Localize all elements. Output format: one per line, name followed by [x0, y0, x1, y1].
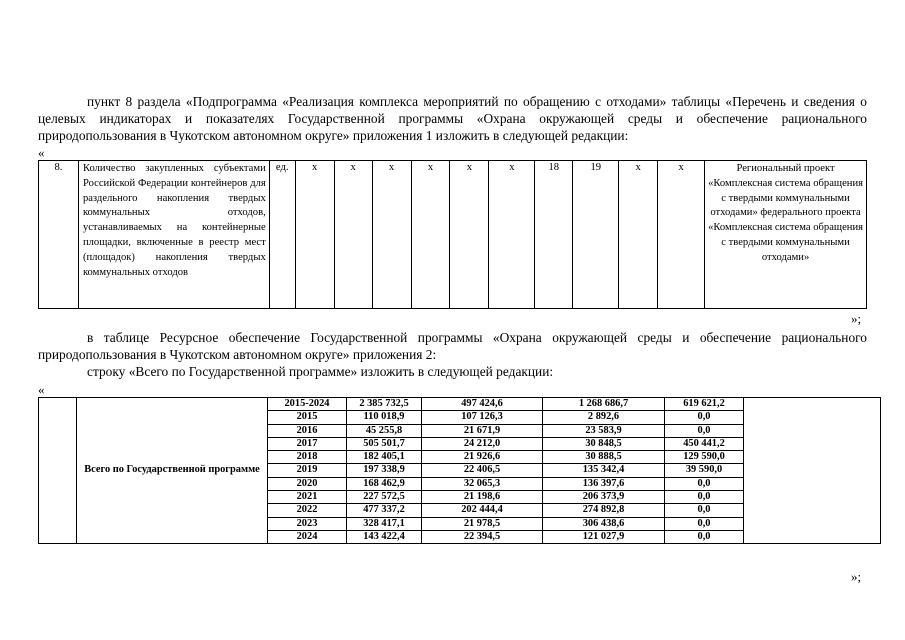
other-cell: 0,0 [665, 517, 744, 530]
other-cell: 450 441,2 [665, 437, 744, 450]
total-cell: 328 417,1 [347, 517, 422, 530]
intro-paragraph: пункт 8 раздела «Подпрограмма «Реализация комплекса мероприятий по обращению с отходами» таблицы «Перечень и сведения о целевых индикаторах и показателях Государственной программы «Охрана окружающей среды и обеспечение рационального природопользования в Чукотском автономном округе» приложения 1 изложить в следующей редакции: [38, 94, 867, 143]
period-cell: 2017 [268, 437, 347, 450]
value-cell: х [334, 161, 372, 309]
federal-cell: 24 212,0 [422, 437, 543, 450]
unit-cell: ед. [269, 161, 295, 309]
resource-paragraph: в таблице Ресурсное обеспечение Государственной программы «Охрана окружающей среды и обеспечение рационального природопользования в Чукотском автономном округе» приложения 2: [38, 330, 867, 362]
total-cell: 182 405,1 [347, 451, 422, 464]
value-cell: 19 [573, 161, 619, 309]
federal-cell: 22 406,5 [422, 464, 543, 477]
other-cell: 0,0 [665, 411, 744, 424]
period-cell: 2019 [268, 464, 347, 477]
open-quote-2: « [38, 382, 45, 397]
regional-cell: 135 342,4 [543, 464, 665, 477]
value-cell: х [411, 161, 450, 309]
regional-cell: 1 268 686,7 [543, 398, 665, 411]
table-row [39, 398, 881, 411]
period-cell: 2015 [268, 411, 347, 424]
other-cell: 619 621,2 [665, 398, 744, 411]
regional-cell: 306 438,6 [543, 517, 665, 530]
period-cell: 2023 [268, 517, 347, 530]
other-cell: 39 590,0 [665, 464, 744, 477]
period-cell: 2022 [268, 504, 347, 517]
value-cell: х [619, 161, 658, 309]
regional-cell: 274 892,8 [543, 504, 665, 517]
total-cell: 505 501,7 [347, 437, 422, 450]
period-cell: 2024 [268, 530, 347, 543]
other-cell: 0,0 [665, 530, 744, 543]
value-cell: х [372, 161, 411, 309]
total-cell: 197 338,9 [347, 464, 422, 477]
regional-cell: 206 373,9 [543, 491, 665, 504]
federal-cell: 202 444,4 [422, 504, 543, 517]
program-total-label: Всего по Государственной программе [77, 398, 268, 544]
value-cell: х [295, 161, 334, 309]
other-cell: 0,0 [665, 477, 744, 490]
federal-cell: 21 198,6 [422, 491, 543, 504]
blank-cell [39, 398, 77, 544]
row-instruction-paragraph: строку «Всего по Государственной программе» изложить в следующей редакции: [87, 364, 554, 379]
federal-cell: 32 065,3 [422, 477, 543, 490]
period-cell: 2018 [268, 451, 347, 464]
federal-cell: 497 424,6 [422, 398, 543, 411]
total-cell: 227 572,5 [347, 491, 422, 504]
table-row [39, 161, 867, 309]
other-cell: 0,0 [665, 504, 744, 517]
regional-cell: 2 892,6 [543, 411, 665, 424]
resource-table [38, 397, 881, 544]
total-cell: 168 462,9 [347, 477, 422, 490]
close-quote-2: »; [851, 569, 862, 584]
period-cell: 2020 [268, 477, 347, 490]
period-cell: 2016 [268, 424, 347, 437]
value-cell: х [489, 161, 535, 309]
total-cell: 477 337,2 [347, 504, 422, 517]
total-cell: 2 385 732,5 [347, 398, 422, 411]
other-cell: 0,0 [665, 491, 744, 504]
regional-cell: 136 397,6 [543, 477, 665, 490]
federal-cell: 22 394,5 [422, 530, 543, 543]
blank-cell [744, 398, 881, 544]
value-cell: х [450, 161, 489, 309]
other-cell: 129 590,0 [665, 451, 744, 464]
federal-cell: 21 671,9 [422, 424, 543, 437]
federal-cell: 21 978,5 [422, 517, 543, 530]
value-cell: 18 [535, 161, 573, 309]
period-cell: 2021 [268, 491, 347, 504]
regional-cell: 23 583,9 [543, 424, 665, 437]
total-cell: 110 018,9 [347, 411, 422, 424]
total-cell: 45 255,8 [347, 424, 422, 437]
row-number: 8. [39, 161, 79, 309]
value-cell: х [658, 161, 705, 309]
indicator-table [38, 160, 867, 309]
indicator-description: Количество закупленных субъектами Российской Федерации контейнеров для раздельного накопления твердых коммунальных отходов, устанавливаемых на контейнерные площадки, включенные в реестр мест (площадок) накопления твердых коммунальных отходов [78, 161, 269, 309]
federal-cell: 107 126,3 [422, 411, 543, 424]
close-quote-1: »; [851, 311, 862, 326]
other-cell: 0,0 [665, 424, 744, 437]
regional-cell: 30 848,5 [543, 437, 665, 450]
regional-cell: 30 888,5 [543, 451, 665, 464]
open-quote-1: « [38, 145, 45, 160]
total-cell: 143 422,4 [347, 530, 422, 543]
federal-cell: 21 926,6 [422, 451, 543, 464]
regional-cell: 121 027,9 [543, 530, 665, 543]
project-cell: Региональный проект «Комплексная система обращения с твердыми коммунальными отходами» федерального проекта «Комплексная система обращения с твердыми коммунальными отходами» [705, 161, 867, 309]
period-cell: 2015-2024 [268, 398, 347, 411]
